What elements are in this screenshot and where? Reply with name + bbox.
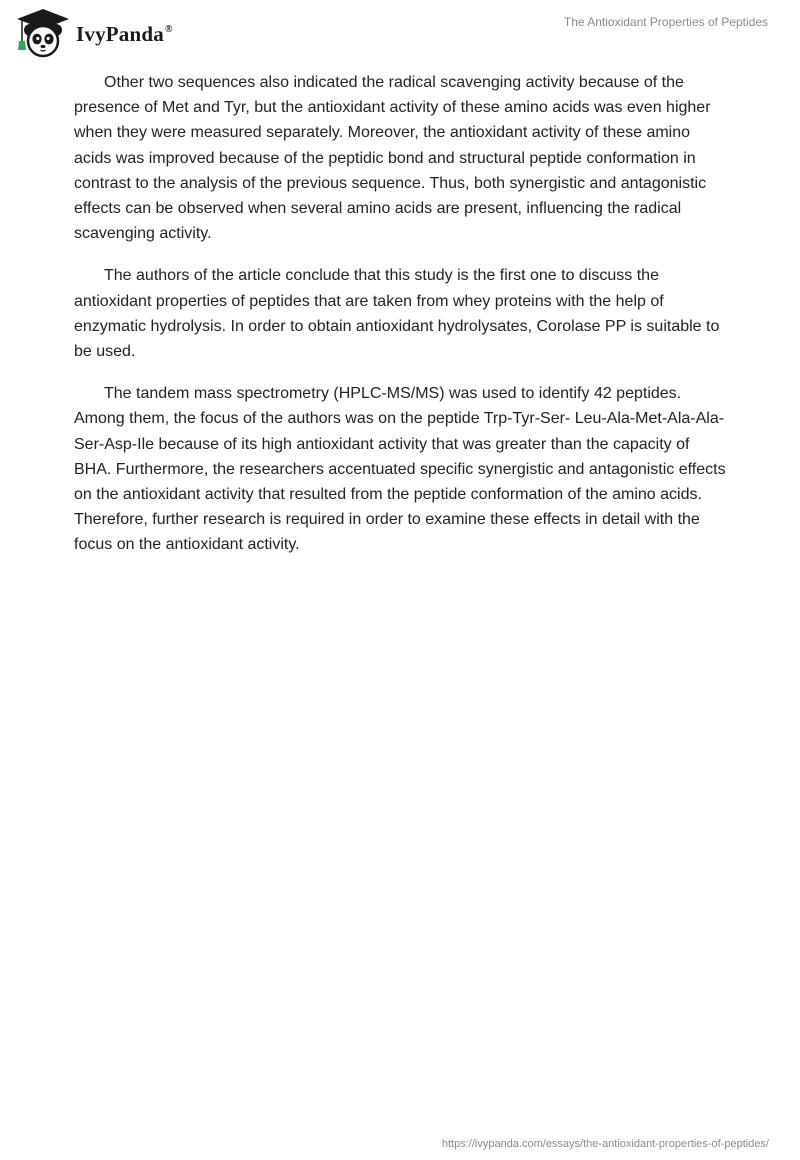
registered-mark: ®	[164, 23, 173, 35]
page-header	[0, 0, 800, 70]
source-url[interactable]: https://ivypanda.com/essays/the-antioxidant-properties-of-peptides/	[441, 1138, 769, 1150]
essay-content	[74, 70, 729, 575]
brand-name-text: IvyPanda	[76, 21, 164, 46]
paragraph: The authors of the article conclude that this study is the first one to discuss the antioxidant properties of peptides that are taken from whey proteins with the help of enzymatic hydrolysis. In order to obtain antioxidant hydrolysates, Corolase PP is suitable to be used.	[74, 267, 720, 361]
paragraph: Other two sequences also indicated the radical scavenging activity because of the presence of Met and Tyr, but the antioxidant activity of these amino acids was even higher when they were measured separately. Moreover, the antioxidant activity of these amino acids was improved because of the peptidic bond and structural peptide conformation in contrast to the analysis of the previous sequence. Thus, both synergistic and antagonistic effects can be observed when several amino acids are present, influencing the radical scavenging activity.	[74, 74, 711, 243]
brand-name	[76, 22, 173, 47]
ivypanda-logo[interactable]	[14, 8, 173, 58]
paragraph: The tandem mass spectrometry (HPLC-MS/MS) was used to identify 42 peptides. Among them, the focus of the authors was on the peptide Trp-Tyr-Ser- Leu-Ala-Met-Ala-Ala-Ser-Asp-Ile because of its high antioxidant activity that was greater than the capacity of BHA. Furthermore, the researchers accentuated specific synergistic and antagonistic effects on the antioxidant activity that resulted from the peptide conformation of the amino acids. Therefore, further research is required in order to examine these effects in detail with the focus on the antioxidant activity.	[74, 385, 726, 554]
document-title: The Antioxidant Properties of Peptides	[563, 15, 768, 29]
panda-graduate-icon	[14, 8, 72, 58]
